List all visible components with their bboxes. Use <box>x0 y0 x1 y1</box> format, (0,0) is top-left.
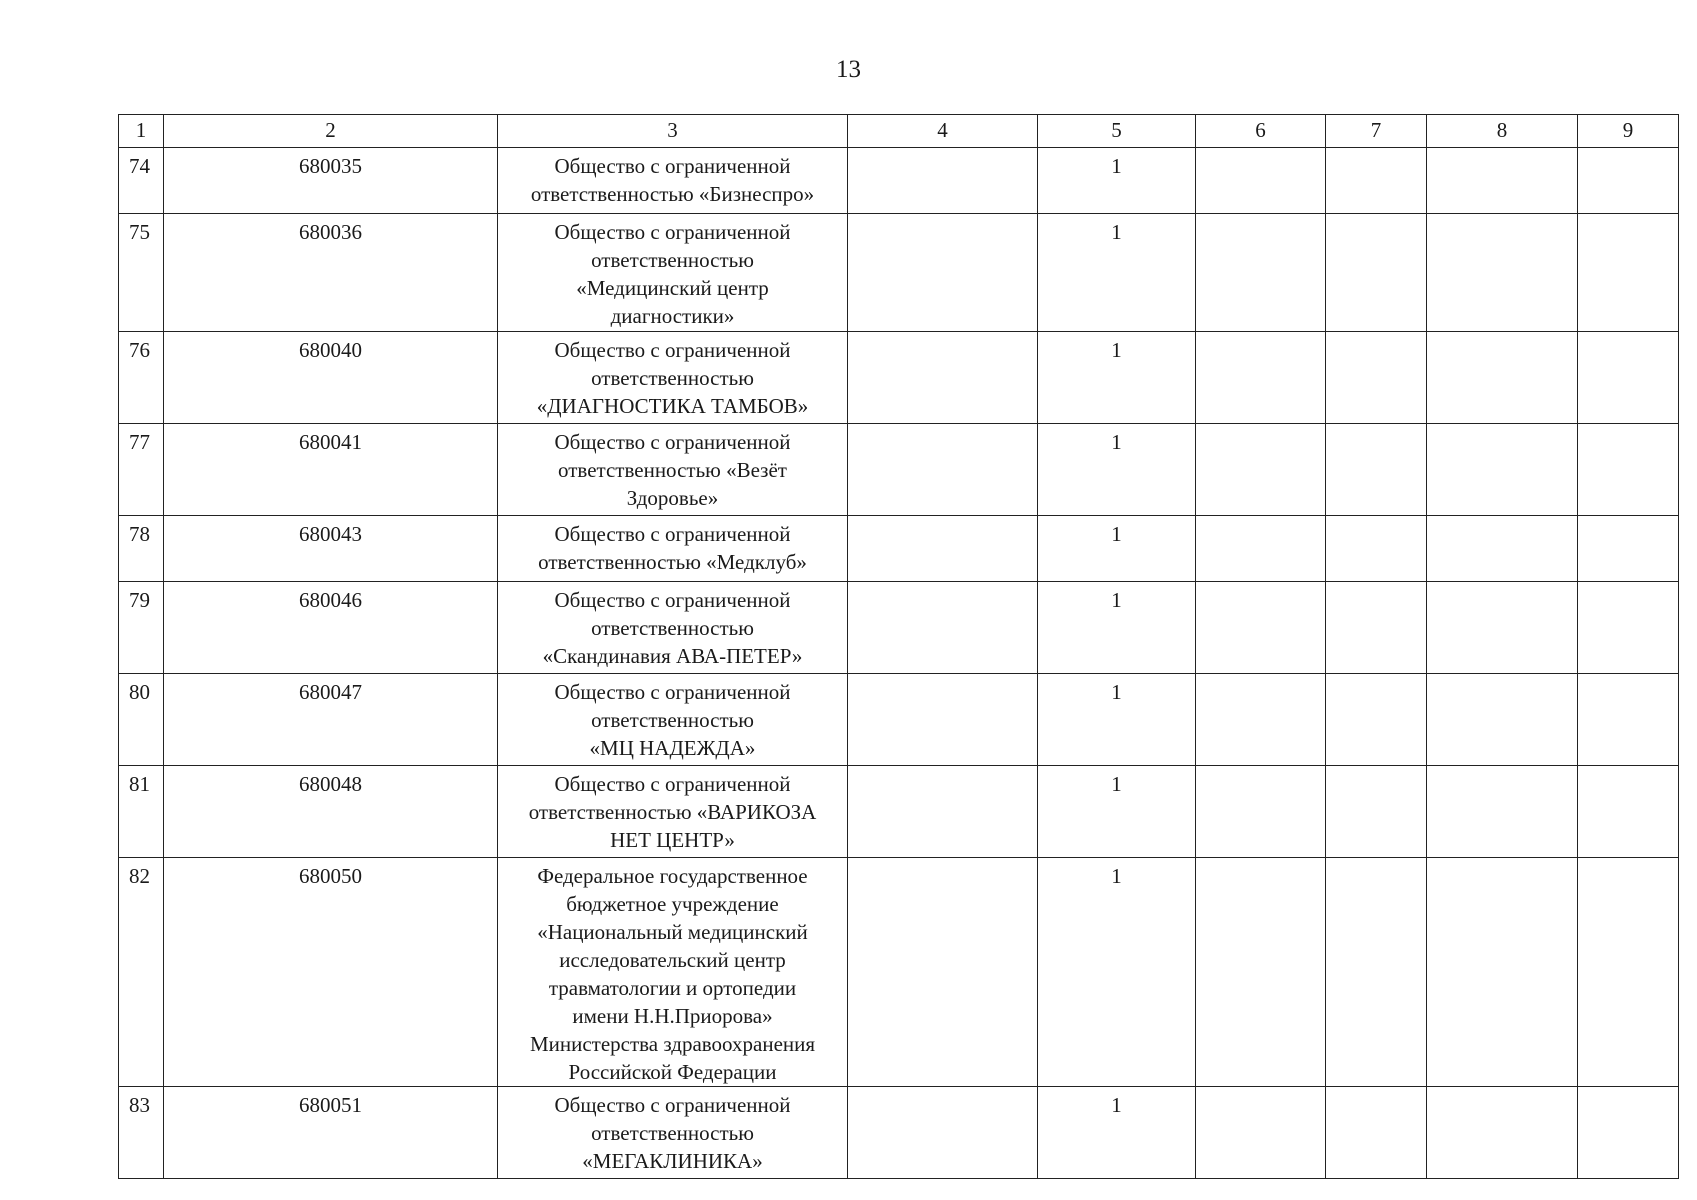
row-number-cell: 77 <box>119 424 164 516</box>
row-number-cell: 80 <box>119 674 164 766</box>
column-4-cell <box>848 674 1038 766</box>
column-4-cell <box>848 214 1038 332</box>
column-6-cell <box>1196 214 1326 332</box>
column-9-cell <box>1578 214 1679 332</box>
code-cell: 680043 <box>164 516 498 582</box>
column-8-cell <box>1427 424 1578 516</box>
column-9-cell <box>1578 1087 1679 1179</box>
organization-name-line: травматологии и ортопедии <box>548 976 797 1000</box>
organization-name-line: ответственностью <box>591 366 754 390</box>
organization-name-line: исследовательский центр <box>559 948 786 972</box>
column-8-cell <box>1427 766 1578 858</box>
column-8-cell <box>1427 674 1578 766</box>
column-header: 3 <box>498 115 848 148</box>
organization-name-line: ответственностью <box>591 616 754 640</box>
column-8-cell <box>1427 858 1578 1087</box>
organization-name-line: диагностики» <box>610 304 735 328</box>
organization-name-line: бюджетное учреждение <box>566 892 779 916</box>
column-7-cell <box>1326 858 1427 1087</box>
column-5-cell: 1 <box>1038 148 1196 214</box>
organization-name-cell <box>498 332 848 424</box>
row-number-cell: 78 <box>119 516 164 582</box>
code-cell: 680051 <box>164 1087 498 1179</box>
organization-name-line: Общество с ограниченной <box>554 680 791 704</box>
column-7-cell <box>1326 332 1427 424</box>
row-number-cell: 74 <box>119 148 164 214</box>
column-9-cell <box>1578 858 1679 1087</box>
column-9-cell <box>1578 424 1679 516</box>
organization-name-line: ответственностью «Медклуб» <box>538 550 807 574</box>
column-4-cell <box>848 332 1038 424</box>
organization-name-cell <box>498 858 848 1087</box>
column-8-cell <box>1427 332 1578 424</box>
column-5-cell: 1 <box>1038 582 1196 674</box>
column-5-cell: 1 <box>1038 1087 1196 1179</box>
column-6-cell <box>1196 148 1326 214</box>
column-8-cell <box>1427 582 1578 674</box>
organization-name-line: НЕТ ЦЕНТР» <box>610 828 735 852</box>
column-7-cell <box>1326 214 1427 332</box>
organization-name-line: ответственностью «Везёт <box>558 458 787 482</box>
organization-name-cell <box>498 582 848 674</box>
column-4-cell <box>848 858 1038 1087</box>
column-7-cell <box>1326 516 1427 582</box>
organization-name-line: Общество с ограниченной <box>554 338 791 362</box>
organization-name-line: Общество с ограниченной <box>554 522 791 546</box>
organization-name-line: ответственностью «ВАРИКОЗА <box>528 800 817 824</box>
column-5-cell: 1 <box>1038 332 1196 424</box>
table-row <box>119 214 1679 332</box>
row-number-cell: 82 <box>119 858 164 1087</box>
column-9-cell <box>1578 674 1679 766</box>
column-4-cell <box>848 424 1038 516</box>
code-cell: 680047 <box>164 674 498 766</box>
table-body <box>119 148 1679 1179</box>
organization-name-line: Здоровье» <box>626 486 719 510</box>
row-number-cell: 79 <box>119 582 164 674</box>
organization-name-line: «Скандинавия АВА-ПЕТЕР» <box>542 644 803 668</box>
column-9-cell <box>1578 148 1679 214</box>
header-row <box>119 115 1679 148</box>
column-4-cell <box>848 582 1038 674</box>
column-6-cell <box>1196 766 1326 858</box>
table-row <box>119 1087 1679 1179</box>
organization-name-line: «ДИАГНОСТИКА ТАМБОВ» <box>536 394 809 418</box>
page-number: 13 <box>836 56 861 83</box>
column-header: 6 <box>1196 115 1326 148</box>
organization-name-cell <box>498 766 848 858</box>
code-cell: 680036 <box>164 214 498 332</box>
column-7-cell <box>1326 1087 1427 1179</box>
row-number-cell: 76 <box>119 332 164 424</box>
column-header: 9 <box>1578 115 1679 148</box>
table-row <box>119 332 1679 424</box>
organization-name-cell <box>498 148 848 214</box>
column-8-cell <box>1427 148 1578 214</box>
organization-name-cell <box>498 214 848 332</box>
column-5-cell: 1 <box>1038 858 1196 1087</box>
row-number-cell: 75 <box>119 214 164 332</box>
organization-name-line: «Медицинский центр <box>576 276 769 300</box>
organization-name-line: Общество с ограниченной <box>554 1093 791 1117</box>
column-header: 5 <box>1038 115 1196 148</box>
organization-name-cell <box>498 424 848 516</box>
table-header <box>119 115 1679 148</box>
table-row <box>119 516 1679 582</box>
organizations-table <box>118 114 1679 1179</box>
column-9-cell <box>1578 582 1679 674</box>
table-row <box>119 148 1679 214</box>
column-7-cell <box>1326 766 1427 858</box>
organization-name-cell <box>498 674 848 766</box>
code-cell: 680050 <box>164 858 498 1087</box>
row-number-cell: 81 <box>119 766 164 858</box>
column-header: 7 <box>1326 115 1427 148</box>
organization-name-cell <box>498 516 848 582</box>
column-6-cell <box>1196 582 1326 674</box>
organization-name-line: ответственностью <box>591 248 754 272</box>
code-cell: 680035 <box>164 148 498 214</box>
table-row <box>119 674 1679 766</box>
column-7-cell <box>1326 148 1427 214</box>
table-row <box>119 766 1679 858</box>
column-6-cell <box>1196 1087 1326 1179</box>
column-6-cell <box>1196 858 1326 1087</box>
organization-name-line: ответственностью «Бизнеспро» <box>530 182 815 206</box>
organization-name-cell <box>498 1087 848 1179</box>
column-6-cell <box>1196 516 1326 582</box>
column-5-cell: 1 <box>1038 674 1196 766</box>
organization-name-line: Общество с ограниченной <box>554 220 791 244</box>
column-header: 4 <box>848 115 1038 148</box>
column-header: 2 <box>164 115 498 148</box>
row-number-cell: 83 <box>119 1087 164 1179</box>
organization-name-line: Федеральное государственное <box>537 864 808 888</box>
organization-name-line: Общество с ограниченной <box>554 430 791 454</box>
organization-name-line: Общество с ограниченной <box>554 154 791 178</box>
column-6-cell <box>1196 332 1326 424</box>
column-8-cell <box>1427 1087 1578 1179</box>
organization-name-line: Министерства здравоохранения <box>529 1032 816 1056</box>
code-cell: 680040 <box>164 332 498 424</box>
code-cell: 680048 <box>164 766 498 858</box>
code-cell: 680046 <box>164 582 498 674</box>
column-header: 8 <box>1427 115 1578 148</box>
table-row <box>119 582 1679 674</box>
column-6-cell <box>1196 674 1326 766</box>
column-4-cell <box>848 1087 1038 1179</box>
column-5-cell: 1 <box>1038 424 1196 516</box>
organization-name-line: Российской Федерации <box>568 1060 777 1084</box>
organization-name-line: «МЦ НАДЕЖДА» <box>589 736 756 760</box>
column-5-cell: 1 <box>1038 516 1196 582</box>
column-7-cell <box>1326 674 1427 766</box>
organization-name-line: «МЕГАКЛИНИКА» <box>582 1149 763 1173</box>
table-row <box>119 424 1679 516</box>
column-8-cell <box>1427 214 1578 332</box>
table-row <box>119 858 1679 1087</box>
column-7-cell <box>1326 424 1427 516</box>
organization-name-line: «Национальный медицинский <box>537 920 808 944</box>
column-9-cell <box>1578 766 1679 858</box>
column-8-cell <box>1427 516 1578 582</box>
organization-name-line: Общество с ограниченной <box>554 588 791 612</box>
column-5-cell: 1 <box>1038 766 1196 858</box>
organization-name-line: ответственностью <box>591 1121 754 1145</box>
column-4-cell <box>848 516 1038 582</box>
column-4-cell <box>848 148 1038 214</box>
column-6-cell <box>1196 424 1326 516</box>
organization-name-line: имени Н.Н.Приорова» <box>572 1004 773 1028</box>
column-9-cell <box>1578 516 1679 582</box>
column-5-cell: 1 <box>1038 214 1196 332</box>
column-4-cell <box>848 766 1038 858</box>
column-9-cell <box>1578 332 1679 424</box>
code-cell: 680041 <box>164 424 498 516</box>
organization-name-line: Общество с ограниченной <box>554 772 791 796</box>
organization-name-line: ответственностью <box>591 708 754 732</box>
column-7-cell <box>1326 582 1427 674</box>
column-header: 1 <box>119 115 164 148</box>
